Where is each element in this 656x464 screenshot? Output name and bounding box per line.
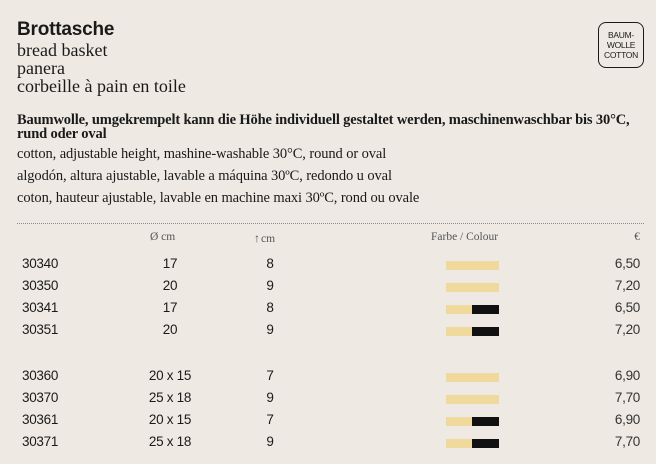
- description-german: Baumwolle, umgekrempelt kann die Höhe individuell gestaltet werden, maschinenwaschbar bis 30°C, rund oder oval: [17, 112, 630, 142]
- color-swatch: [446, 327, 499, 336]
- size-value: 25 x 18: [148, 434, 192, 449]
- title-french: corbeille à pain en toile: [17, 76, 186, 96]
- height-value: 9: [266, 434, 274, 449]
- price-value: 7,20: [614, 322, 640, 337]
- swatch-black: [472, 327, 499, 336]
- article-number: 30361: [22, 412, 59, 427]
- size-value: 17: [162, 300, 178, 315]
- color-swatch: [446, 305, 499, 314]
- size-value: 20 x 15: [148, 412, 192, 427]
- table-row: [0, 434, 656, 452]
- title-english: bread basket: [17, 40, 108, 60]
- product-description: [17, 113, 642, 209]
- badge-line-2: WOLLE: [606, 40, 636, 50]
- swatch-natural: [446, 417, 472, 426]
- swatch-black: [472, 439, 499, 448]
- article-number: 30350: [22, 278, 59, 293]
- description-french: coton, hauteur ajustable, lavable en machine maxi 30ºC, rond ou ovale: [17, 190, 420, 206]
- table-row: [0, 322, 656, 340]
- swatch-natural: [446, 283, 472, 292]
- color-swatch: [446, 373, 499, 382]
- description-english: cotton, adjustable height, mashine-washable 30°C, round or oval: [17, 146, 387, 162]
- header-price: €: [634, 231, 640, 243]
- height-value: 9: [266, 322, 274, 337]
- price-value: 6,90: [614, 368, 640, 383]
- color-swatch: [446, 439, 499, 448]
- product-title-block: [17, 19, 186, 95]
- swatch-natural: [446, 305, 472, 314]
- price-value: 7,70: [614, 434, 640, 449]
- swatch-natural: [472, 373, 499, 382]
- height-value: 9: [266, 278, 274, 293]
- height-value: 8: [266, 256, 274, 271]
- table-row: [0, 390, 656, 408]
- size-value: 20 x 15: [148, 368, 192, 383]
- height-arrow-icon: ↑: [254, 231, 260, 245]
- table-row: [0, 412, 656, 430]
- table-row: [0, 278, 656, 296]
- color-swatch: [446, 395, 499, 404]
- size-value: 25 x 18: [148, 390, 192, 405]
- table-row: [0, 256, 656, 274]
- swatch-natural: [472, 261, 499, 270]
- header-height-unit: cm: [261, 233, 276, 245]
- price-value: 7,20: [614, 278, 640, 293]
- size-value: 20: [162, 278, 178, 293]
- table-row: [0, 368, 656, 386]
- height-value: 7: [266, 368, 274, 383]
- height-value: 9: [266, 390, 274, 405]
- price-value: 6,90: [614, 412, 640, 427]
- swatch-natural: [446, 261, 472, 270]
- size-value: 20: [162, 322, 178, 337]
- price-value: 6,50: [614, 256, 640, 271]
- height-value: 8: [266, 300, 274, 315]
- swatch-natural: [472, 283, 499, 292]
- article-number: 30340: [22, 256, 59, 271]
- price-value: 6,50: [614, 300, 640, 315]
- badge-line-1: BAUM-: [608, 30, 634, 40]
- table-header: [0, 231, 656, 247]
- description-spanish: algodón, altura ajustable, lavable a máquina 30ºC, redondo u oval: [17, 168, 392, 184]
- article-number: 30360: [22, 368, 59, 383]
- swatch-natural: [446, 439, 472, 448]
- color-swatch: [446, 283, 499, 292]
- title-spanish: panera: [17, 58, 65, 78]
- header-color: Farbe / Colour: [431, 231, 499, 243]
- swatch-natural: [446, 395, 472, 404]
- swatch-black: [472, 417, 499, 426]
- header-diameter: Ø cm: [150, 231, 176, 243]
- article-number: 30351: [22, 322, 59, 337]
- height-value: 7: [266, 412, 274, 427]
- badge-line-3: COTTON: [604, 50, 638, 60]
- article-number: 30371: [22, 434, 59, 449]
- color-swatch: [446, 417, 499, 426]
- article-number: 30341: [22, 300, 59, 315]
- cotton-badge: [598, 22, 644, 68]
- swatch-natural: [446, 327, 472, 336]
- table-row: [0, 300, 656, 318]
- header-height: [254, 231, 275, 246]
- article-number: 30370: [22, 390, 59, 405]
- color-swatch: [446, 261, 499, 270]
- title-german: Brottasche: [17, 19, 115, 40]
- price-value: 7,70: [614, 390, 640, 405]
- swatch-natural: [446, 373, 472, 382]
- swatch-natural: [472, 395, 499, 404]
- table-divider: [17, 223, 644, 224]
- size-value: 17: [162, 256, 178, 271]
- swatch-black: [472, 305, 499, 314]
